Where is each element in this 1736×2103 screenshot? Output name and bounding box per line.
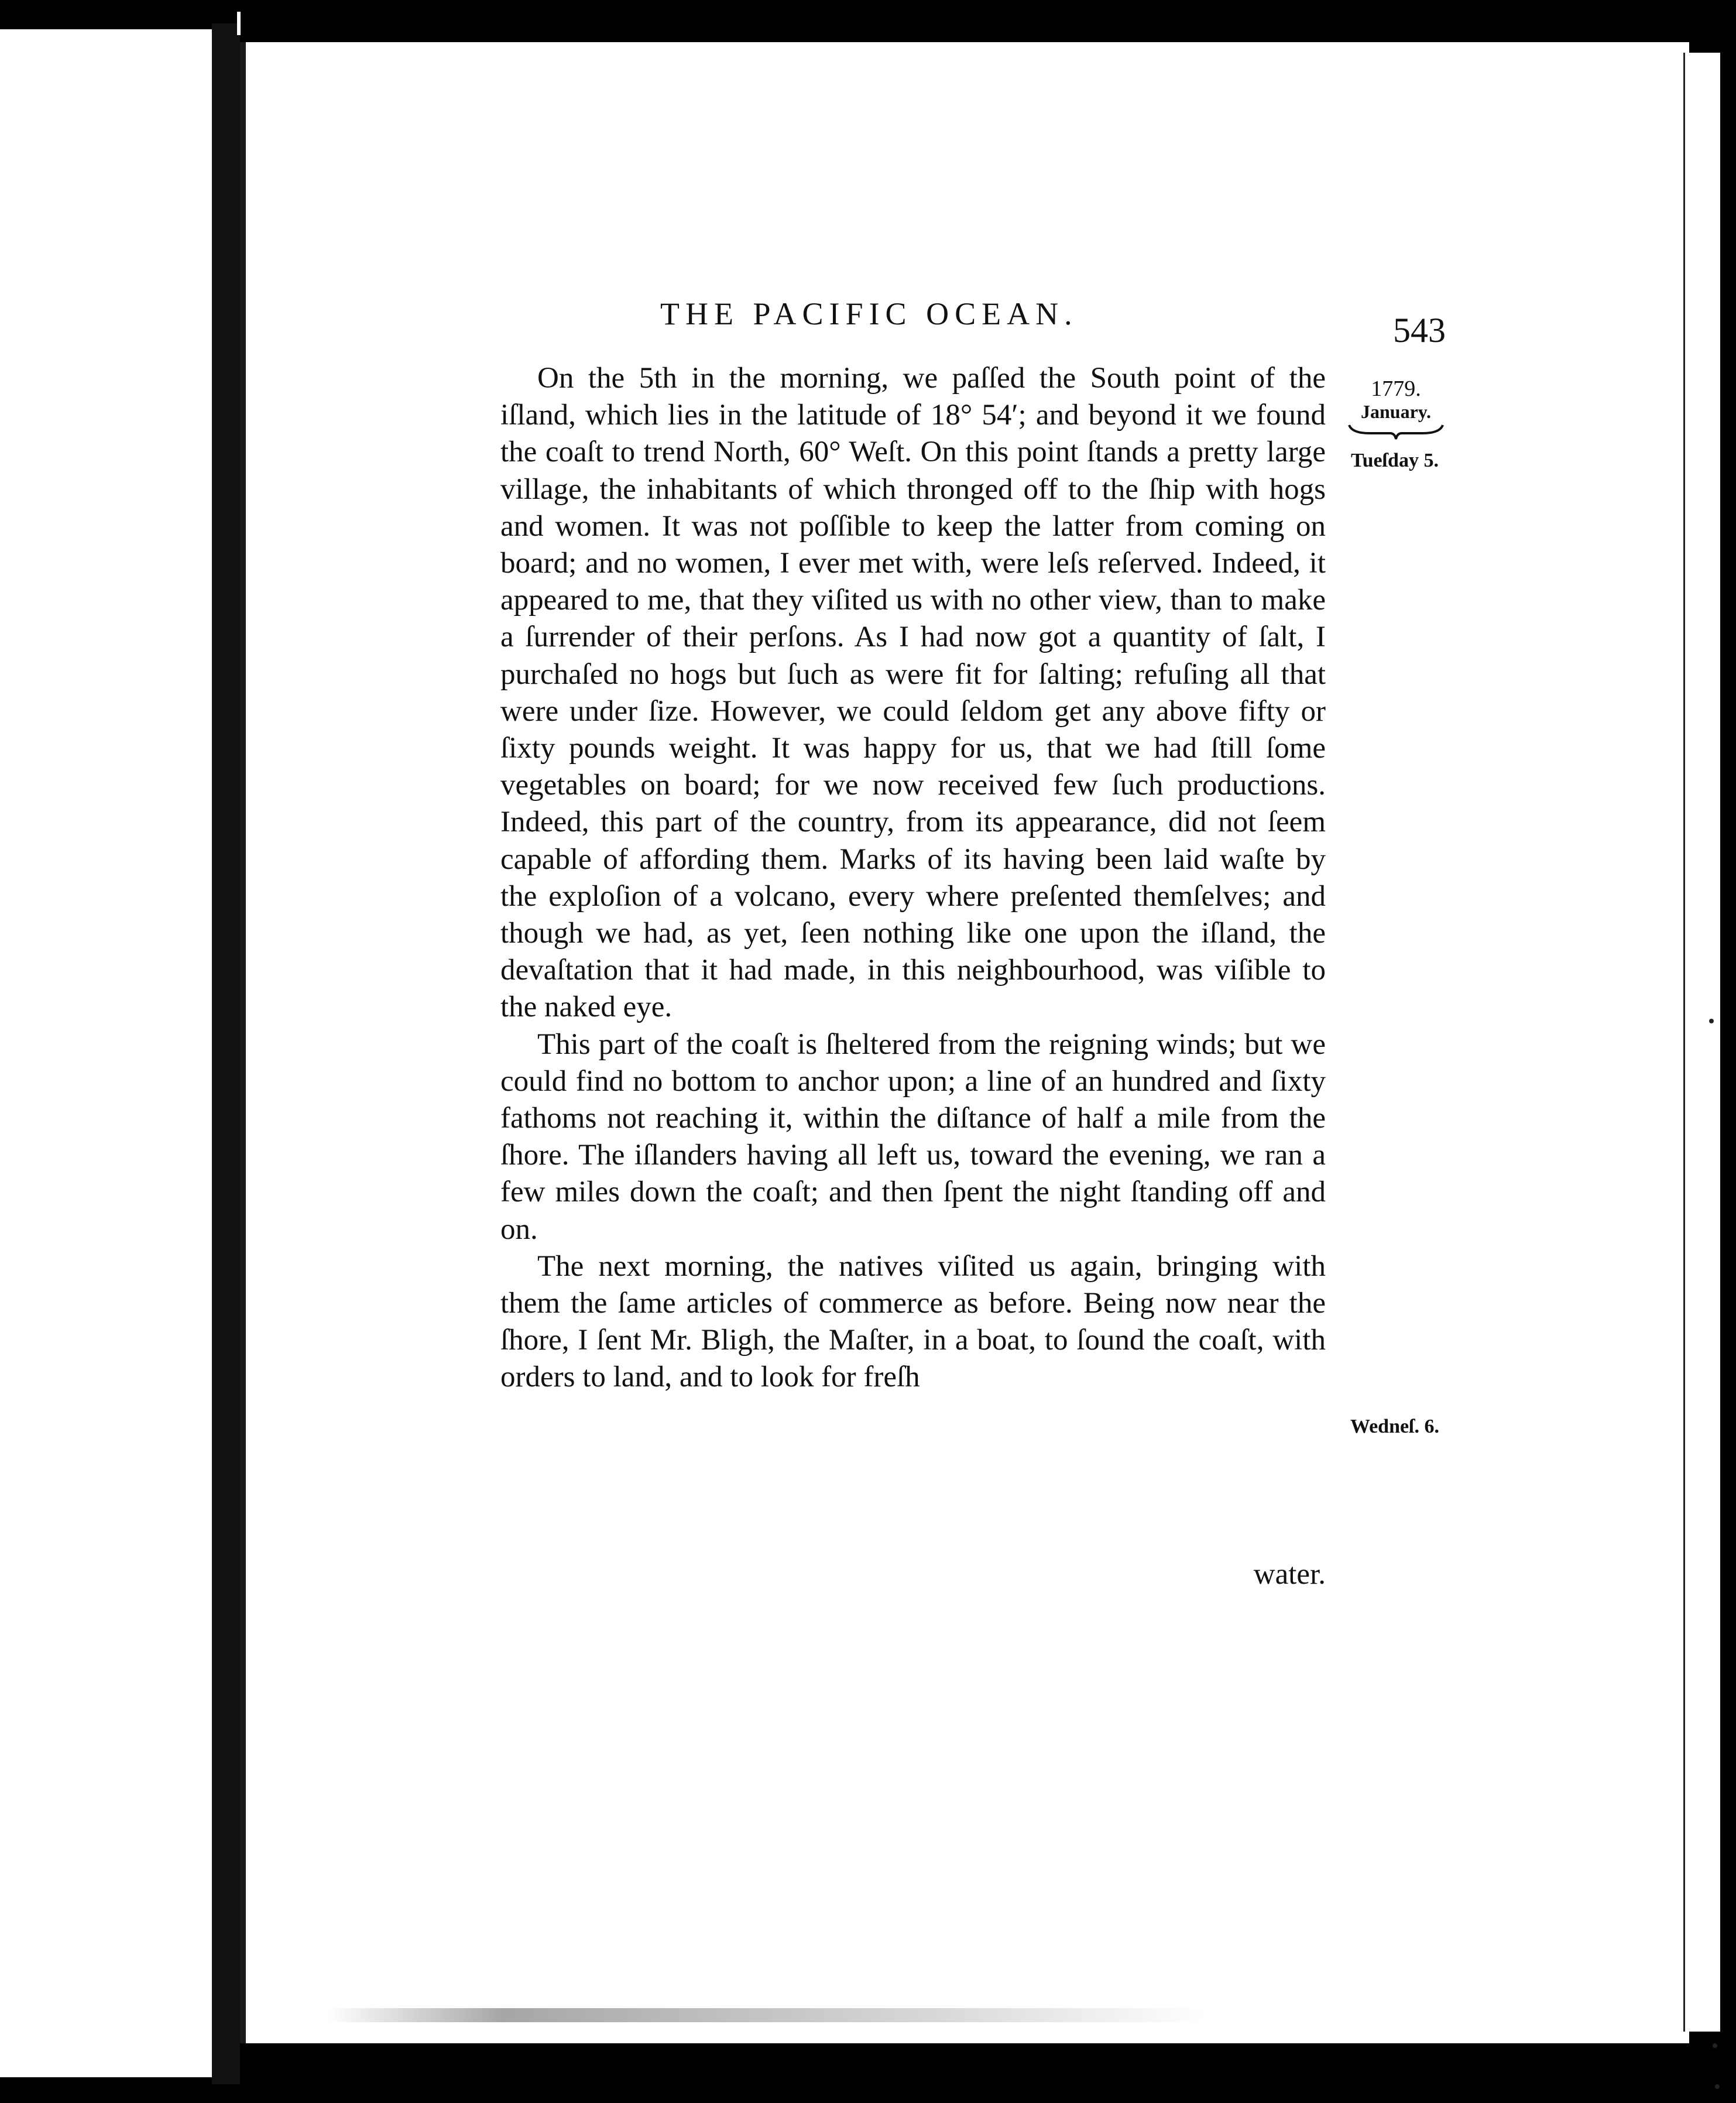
margin-note-month: January. bbox=[1360, 401, 1432, 422]
scan-speck bbox=[1713, 2043, 1717, 2048]
bottom-edge-smudge bbox=[328, 2008, 1206, 2022]
left-page-edge bbox=[0, 29, 212, 2077]
curly-brace-icon bbox=[1346, 423, 1446, 440]
running-title: THE PACIFIC OCEAN. bbox=[660, 296, 1078, 331]
page-number: 543 bbox=[1393, 311, 1446, 350]
margin-note-day-second: Wedneſ. 6. bbox=[1350, 1416, 1440, 1437]
scan-speck bbox=[1715, 2084, 1720, 2089]
margin-note-year: 1779. bbox=[1371, 376, 1421, 401]
binding-mark bbox=[237, 12, 241, 35]
scan-speck bbox=[1709, 1019, 1714, 1023]
paragraph-1: On the 5th in the morning, we paſſed the South point of the iſland, which lies in the latitude of 18° 54′; and beyond it we found the coaſt to trend North, 60° Weſt. On this point ſtands a pretty large village, the inhabitants of which thronged off to the ſhip with hogs and women. It was not poſſible to keep the latter from coming on board; and no women, I ever met with, were leſs reſerved. Indeed, it appeared to me, that they viſited us with no other view, than to make a ſurrender of their perſons. As I had now got a quantity of ſalt, I purchaſed no hogs but ſuch as were fit for ſalting; refuſing all that were under ſize. However, we could ſeldom get any above fifty or ſixty pounds weight. It was happy for us, that we had ſtill ſome vegetables on board; for we now received few ſuch productions. Indeed, this part of the country, from its appearance, did not ſeem capable of affording them. Marks of its having been laid waſte by the exploſion of a volcano, every where preſented themſelves; and though we had, as yet, ſeen nothing like one upon the iſland, the devaſtation that it had made, in this neighbourhood, was viſible to the naked eye. bbox=[500, 362, 1326, 1024]
catchword: water. bbox=[1253, 1558, 1326, 1591]
margin-note-day-first: Tueſday 5. bbox=[1351, 450, 1439, 471]
paragraph-2: This part of the coaſt is ſheltered from the reigning winds; but we could find no bottom to anchor upon; a line of an hundred and ſixty fathoms not reaching it, within the diſtance of half a mile from the ſhore. The iſlanders having all left us, toward the evening, we ran a few miles down the coaſt; and then ſpent the night ſtanding off and on. bbox=[500, 1027, 1326, 1246]
book-gutter bbox=[212, 23, 240, 2084]
page-fore-edge bbox=[1683, 53, 1720, 2032]
body-text bbox=[500, 360, 1326, 1396]
paragraph-3: The next morning, the natives viſited us again, bringing with them the ſame articles of commerce as before. Being now near the ſhore, I ſent Mr. Bligh, the Maſter, in a boat, to ſound the coaſt, with orders to land, and to look for freſh bbox=[500, 1249, 1326, 1394]
